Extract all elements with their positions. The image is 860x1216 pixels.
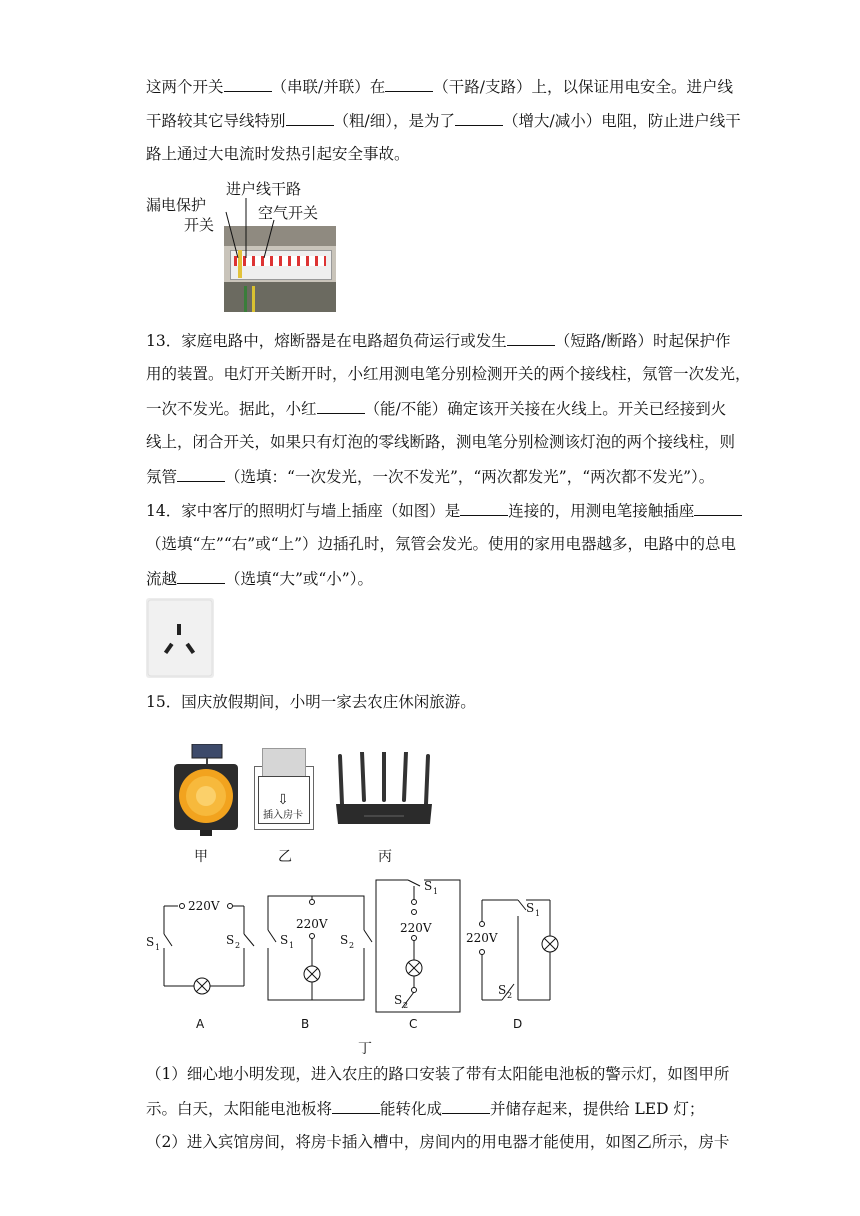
- answer-blank[interactable]: [507, 330, 555, 346]
- q14-line-1: 14．家中客厅的照明灯与墙上插座（如图）是 连接的，用测电笔接触插座: [146, 500, 742, 521]
- q13-line-5: 氖管 （选填：“一次发光，一次不发光”，“两次都发光”，“两次都不发光”）。: [146, 468, 715, 486]
- svg-text:220V: 220V: [188, 899, 220, 913]
- svg-text:S: S: [394, 993, 403, 1007]
- caption-ding: 丁: [358, 1041, 372, 1057]
- svg-text:B: B: [301, 1017, 310, 1031]
- svg-text:2: 2: [349, 941, 355, 950]
- svg-text:220V: 220V: [400, 921, 432, 935]
- svg-text:C: C: [409, 1017, 418, 1031]
- card-slot-figure: [254, 748, 314, 830]
- svg-text:S: S: [340, 933, 349, 947]
- caption-jia: 甲: [194, 849, 208, 865]
- answer-blank[interactable]: [385, 76, 433, 92]
- q15-part1-line-1: （1）细心地小明发现，进入农庄的路口安装了带有太阳能电池板的警示灯，如图甲所: [146, 1065, 730, 1083]
- svg-text:A: A: [196, 1017, 205, 1031]
- svg-text:1: 1: [433, 887, 439, 896]
- answer-blank[interactable]: [455, 110, 503, 126]
- q15-part1-line-2: 示。白天，太阳能电池板将 能转化成 并储存起来，提供给 LED 灯；: [146, 1100, 705, 1118]
- circuit-d: [466, 900, 558, 1031]
- wall-socket-figure: [146, 598, 214, 678]
- router-icon: [334, 752, 434, 834]
- arrow-down-icon: ⇩: [277, 792, 289, 808]
- q13-line-4: 线上，闭合开关，如果只有灯泡的零线断路，测电笔分别检测该灯泡的两个接线柱，则: [146, 433, 736, 451]
- q13-line-2: 用的装置。电灯开关断开时，小红用测电笔分别检测开关的两个接线柱，氖管一次发光，: [146, 365, 751, 383]
- answer-blank[interactable]: [694, 500, 742, 516]
- svg-text:S: S: [526, 901, 535, 915]
- card-slot-text: 插入房卡: [263, 810, 303, 821]
- svg-text:1: 1: [289, 941, 295, 950]
- caption-bing: 丙: [378, 849, 392, 865]
- q13-line-3: 一次不发光。据此，小红 （能/不能）确定该开关接在火线上。开关已经接到火: [146, 400, 727, 418]
- svg-text:S: S: [146, 935, 155, 949]
- q12-line-3: 路上通过大电流时发热引起安全事故。: [146, 145, 410, 163]
- q15-line-1: 15．国庆放假期间，小明一家去农庄休闲旅游。: [146, 693, 476, 711]
- leak-protection-label-2: 开关: [184, 216, 215, 234]
- three-pin-socket-icon: [146, 598, 214, 678]
- answer-blank[interactable]: [224, 76, 272, 92]
- svg-text:2: 2: [403, 1001, 409, 1010]
- distribution-box-figure: [146, 178, 336, 312]
- answer-blank[interactable]: [177, 466, 225, 482]
- svg-text:220V: 220V: [466, 931, 498, 945]
- answer-blank[interactable]: [317, 398, 365, 414]
- svg-text:D: D: [513, 1017, 523, 1031]
- main-line-label: 进户线干路: [226, 180, 302, 198]
- svg-text:S: S: [280, 933, 289, 947]
- circuit-b: [262, 896, 372, 1031]
- svg-text:2: 2: [507, 991, 513, 1000]
- answer-blank[interactable]: [442, 1098, 490, 1114]
- svg-text:220V: 220V: [296, 917, 328, 931]
- q14-line-3: 流越 （选填“大”或“小”）。: [146, 570, 373, 588]
- circuit-diagrams: [140, 876, 560, 1056]
- q12-line-2: 干路较其它导线特别 （粗/细），是为了 （增大/减小）电阻，防止进户线干: [146, 112, 741, 130]
- q14-line-2: （选填“左”“右”或“上”）边插孔时，氖管会发光。使用的家用电器越多，电路中的总电: [146, 535, 737, 553]
- answer-blank[interactable]: [177, 568, 225, 584]
- caption-yi: 乙: [278, 849, 292, 865]
- svg-text:1: 1: [155, 943, 161, 952]
- q15-part2-line-1: （2）进入宾馆房间，将房卡插入槽中，房间内的用电器才能使用，如图乙所示，房卡: [146, 1133, 730, 1151]
- leak-protection-label: 漏电保护: [146, 196, 207, 214]
- q13-line-1: 13．家庭电路中，熔断器是在电路超负荷运行或发生 （短路/断路）时起保护作: [146, 332, 731, 350]
- answer-blank[interactable]: [332, 1098, 380, 1114]
- circuit-a: [146, 899, 254, 1031]
- circuit-c: [376, 876, 460, 1031]
- svg-text:S: S: [226, 933, 235, 947]
- solar-warning-light-icon: [170, 744, 242, 836]
- svg-text:S: S: [424, 879, 433, 893]
- answer-blank[interactable]: [460, 500, 508, 516]
- svg-text:S: S: [498, 983, 507, 997]
- svg-text:2: 2: [235, 941, 241, 950]
- air-switch-label: 空气开关: [258, 204, 319, 222]
- q12-line-1: 这两个开关 （串联/并联）在 （干路/支路）上，以保证用电安全。进户线: [146, 78, 733, 96]
- svg-text:1: 1: [535, 909, 541, 918]
- answer-blank[interactable]: [286, 110, 334, 126]
